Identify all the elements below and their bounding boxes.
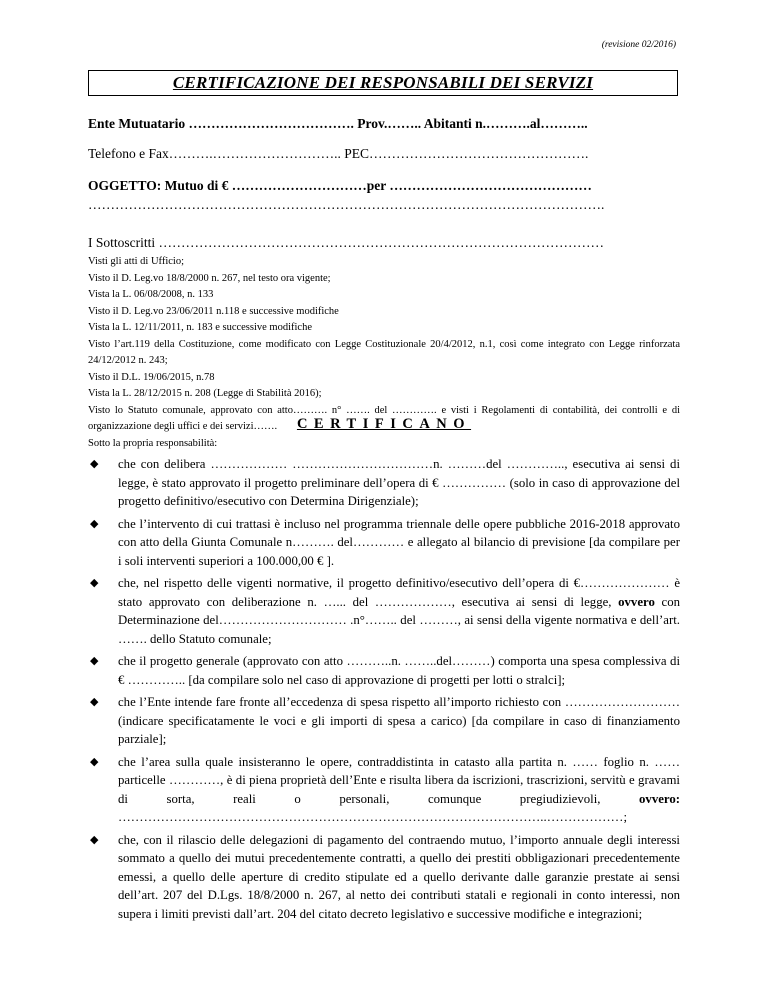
list-item [88, 753, 680, 827]
item-text: ………………………………………………………………………………………..………………; [118, 810, 628, 824]
preamble-line: Vista la L. 06/08/2008, n. 133 [88, 289, 214, 300]
item-emphasis: ovvero: [639, 791, 680, 806]
sottoscritti-line: I Sottoscritti ……………………………………………………………………………………… [88, 235, 604, 250]
item-text: con Determinazione del………………………… .n°…….. del ………, ai sensi della vigente normativa e dell’art. ……. dello Statuto comunale; [118, 594, 680, 646]
diamond-bullet-icon: ◆ [90, 577, 99, 589]
revision-note: (revisione 02/2016) [601, 40, 676, 50]
item-text: che, nel rispetto delle vigenti normative, il progetto definitivo/esecutivo dell’opera di €………………… è stato approvato con deliberazione n. …... del ………………, esecutiva ai sensi di legge, [118, 576, 680, 609]
title-box [88, 70, 678, 96]
list-item [88, 455, 680, 511]
document-title: CERTIFICAZIONE DEI RESPONSABILI DEI SERVIZI [172, 73, 594, 92]
diamond-bullet-icon: ◆ [90, 517, 99, 530]
list-item [88, 574, 680, 648]
preamble-line: Visto lo Statuto comunale, approvato con atto………. n° ……. del …………. e visti i Regolamenti di contabilità, dei controlli e di organizzazione degli uffici e dei servizi……. [88, 404, 680, 432]
oggetto-continuation-line: ……………………………………………………………………………………………………. [88, 197, 605, 212]
item-text: che, con il rilascio delle delegazioni di pagamento del contraendo mutuo, l’importo annuale degli interessi sommato a quello dei mutui precedentemente contratti, a quello dei prestiti obbligazionari precedentemente emessi, a quello delle aperture di credito stipulate ed a quello derivante dalle garanzie prestate ai sensi dell’art. 207 del D.Lgs. 18/8/2000 n. 267, al netto dei contributi statali e regionali in conto interessi, non supera i limiti previsti dall’art. 204 del citato decreto legislativo e successive modifiche e integrazioni; [118, 832, 680, 921]
item-text: che l’Ente intende fare fronte all’eccedenza di spesa rispetto all’importo richiesto con ………………………(indicare specificatamente le voci e gli importi di spesa a carico) [da compilare in caso di finanziamento parziale]; [118, 695, 680, 746]
preamble-line: Visti gli atti di Ufficio; [88, 256, 185, 267]
preamble-line: Visto l’art.119 della Costituzione, come modificato con Legge Costituzionale 20/4/2012, n.1, così come integrato con Legge rinforzata 24/12/2012 n. 243; [88, 338, 680, 366]
diamond-bullet-icon: ◆ [90, 833, 99, 846]
telefono-line: Telefono e Fax……….……………………….. PEC…………………………………………. [88, 146, 589, 161]
item-emphasis: ovvero [618, 594, 655, 609]
preamble-line: Visto il D.L. 19/06/2015, n.78 [88, 371, 215, 383]
diamond-bullet-icon: ◆ [90, 696, 99, 708]
ente-line: Ente Mutuatario ………………………………. Prov.…….. Abitanti n.……….al……….. [88, 116, 588, 131]
certificano-heading: CERTIFICANO [296, 416, 472, 432]
item-text: che l’intervento di cui trattasi è incluso nel programma triennale delle opere pubbliche 2016-2018 approvato con atto della Giunta Comunale n………. del………… e allegato al bilancio di previsione [da compilare per i soli interventi superiori a 100.000,00 € ]. [118, 516, 680, 568]
list-item [88, 693, 680, 749]
preamble-line: Visto il D. Leg.vo 18/8/2000 n. 267, nel testo ora vigente; [88, 272, 331, 284]
diamond-bullet-icon: ◆ [90, 655, 99, 667]
preamble-line: Vista la L. 28/12/2015 n. 208 (Legge di Stabilità 2016); [88, 388, 322, 399]
preamble-line: Vista la L. 12/11/2011, n. 183 e successive modifiche [88, 322, 313, 333]
list-item [88, 831, 680, 924]
list-item [88, 515, 680, 571]
preamble-line: Visto il D. Leg.vo 23/06/2011 n.118 e successive modifiche [88, 305, 339, 317]
preamble-line: Sotto la propria responsabilità: [88, 437, 218, 449]
item-text: che il progetto generale (approvato con atto ………..n. ……..del………) comporta una spesa complessiva di € ………….. [da compilare solo nel caso di approvazione di progetti per lotti o stralci]; [118, 654, 680, 687]
certification-list [88, 455, 680, 927]
item-text: che l’area sulla quale insisteranno le opere, contraddistinta in catasto alla partita n. …… foglio n. …… particelle …………, è di piena proprietà dell’Ente e risulta libera da iscrizioni, trascrizioni, servitù e gravami di sorta, reali o personali, comunque pregiudizievoli, [118, 754, 680, 806]
diamond-bullet-icon: ◆ [90, 458, 99, 470]
item-text: che con delibera ……………… ……………………………n. ………del ………….., esecutiva ai sensi di legge, è stato approvato il progetto preliminare dell’opera di € …………… (solo in caso di approvazione del progetto definitivo/esecutivo con Determina Dirigenziale); [118, 457, 680, 508]
diamond-bullet-icon: ◆ [90, 755, 99, 768]
oggetto-line: OGGETTO: Mutuo di € …………………………per ……………………………………… [88, 178, 592, 193]
list-item [88, 652, 680, 689]
